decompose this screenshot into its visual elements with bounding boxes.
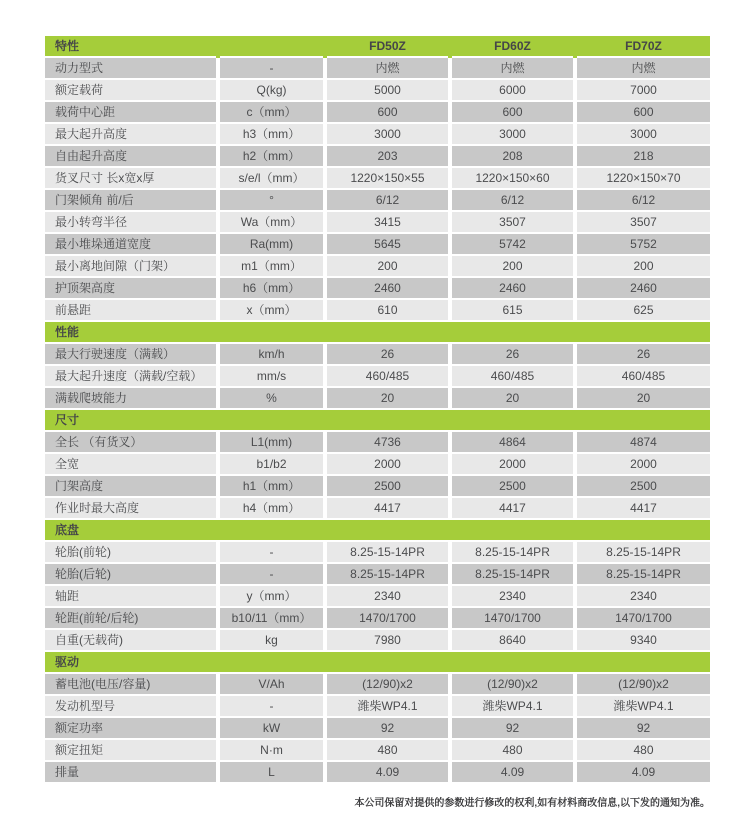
spec-row — [45, 233, 710, 255]
value-cell: 1470/1700 — [325, 607, 450, 629]
value-cell: 92 — [325, 717, 450, 739]
spec-row — [45, 167, 710, 189]
unit-cell: b10/11（mm） — [218, 607, 325, 629]
unit-cell: - — [218, 563, 325, 585]
spec-row — [45, 563, 710, 585]
value-cell: 600 — [575, 101, 710, 123]
unit-cell: b1/b2 — [218, 453, 325, 475]
unit-cell: Q(kg) — [218, 79, 325, 101]
value-cell: 1220×150×60 — [450, 167, 575, 189]
spec-label-cell: 轮胎(前轮) — [45, 541, 218, 563]
spec-row — [45, 343, 710, 365]
value-cell: 8.25-15-14PR — [575, 541, 710, 563]
spec-label-cell: 前悬距 — [45, 299, 218, 321]
unit-cell: % — [218, 387, 325, 409]
spec-label-cell: 货叉尺寸 长x宽x厚 — [45, 167, 218, 189]
header-model-fd60z: FD60Z — [450, 36, 575, 57]
value-cell: 4417 — [325, 497, 450, 519]
spec-label-cell: 载荷中心距 — [45, 101, 218, 123]
value-cell: 4.09 — [325, 761, 450, 783]
header-model-fd50z: FD50Z — [325, 36, 450, 57]
spec-row — [45, 739, 710, 761]
value-cell: 480 — [575, 739, 710, 761]
value-cell: 8.25-15-14PR — [575, 563, 710, 585]
value-cell: 203 — [325, 145, 450, 167]
spec-row — [45, 211, 710, 233]
value-cell: 2340 — [325, 585, 450, 607]
spec-label-cell: 满载爬坡能力 — [45, 387, 218, 409]
value-cell: 200 — [575, 255, 710, 277]
spec-label-cell: 全长 （有货叉） — [45, 431, 218, 453]
spec-label-cell: 最大行驶速度（满载） — [45, 343, 218, 365]
spec-table — [45, 36, 710, 784]
spec-label-cell: 动力型式 — [45, 57, 218, 79]
spec-row — [45, 585, 710, 607]
section-header-row — [45, 409, 710, 431]
value-cell: 460/485 — [575, 365, 710, 387]
spec-row — [45, 541, 710, 563]
disclaimer-note: 本公司保留对提供的参数进行修改的权利,如有材料商改信息,以下发的通知为准。 — [354, 798, 710, 809]
unit-cell: h6（mm） — [218, 277, 325, 299]
value-cell: (12/90)x2 — [450, 673, 575, 695]
spec-label-cell: 排量 — [45, 761, 218, 783]
spec-label-cell: 最小堆垛通道宽度 — [45, 233, 218, 255]
section-title: 底盘 — [45, 519, 710, 541]
spec-row — [45, 497, 710, 519]
value-cell: 2460 — [325, 277, 450, 299]
value-cell: 3000 — [575, 123, 710, 145]
unit-cell: h3（mm） — [218, 123, 325, 145]
unit-cell: L1(mm) — [218, 431, 325, 453]
value-cell: 潍柴WP4.1 — [450, 695, 575, 717]
value-cell: 4864 — [450, 431, 575, 453]
value-cell: 8640 — [450, 629, 575, 651]
value-cell: 6/12 — [575, 189, 710, 211]
section-header-row — [45, 519, 710, 541]
value-cell: 1470/1700 — [450, 607, 575, 629]
value-cell: 潍柴WP4.1 — [575, 695, 710, 717]
unit-cell: ° — [218, 189, 325, 211]
spec-row — [45, 695, 710, 717]
value-cell: 2460 — [450, 277, 575, 299]
value-cell: 9340 — [575, 629, 710, 651]
spec-row — [45, 387, 710, 409]
spec-label-cell: 额定载荷 — [45, 79, 218, 101]
value-cell: (12/90)x2 — [575, 673, 710, 695]
value-cell: 3507 — [575, 211, 710, 233]
value-cell: 8.25-15-14PR — [325, 541, 450, 563]
value-cell: 20 — [325, 387, 450, 409]
spec-row — [45, 431, 710, 453]
spec-label-cell: 轮距(前轮/后轮) — [45, 607, 218, 629]
spec-row — [45, 673, 710, 695]
spec-label-cell: 最大起升速度（满载/空载） — [45, 365, 218, 387]
value-cell: 5742 — [450, 233, 575, 255]
value-cell: 20 — [450, 387, 575, 409]
value-cell: 2000 — [450, 453, 575, 475]
unit-cell: - — [218, 541, 325, 563]
value-cell: 5000 — [325, 79, 450, 101]
value-cell: 480 — [450, 739, 575, 761]
spec-label-cell: 门架高度 — [45, 475, 218, 497]
value-cell: 4.09 — [450, 761, 575, 783]
spec-row — [45, 761, 710, 783]
spec-row — [45, 123, 710, 145]
value-cell: 2500 — [575, 475, 710, 497]
value-cell: 20 — [575, 387, 710, 409]
value-cell: 26 — [450, 343, 575, 365]
value-cell: 200 — [450, 255, 575, 277]
value-cell: 2000 — [325, 453, 450, 475]
section-header-row — [45, 651, 710, 673]
unit-cell: c（mm） — [218, 101, 325, 123]
value-cell: 460/485 — [325, 365, 450, 387]
spec-label-cell: 最小离地间隙（门架） — [45, 255, 218, 277]
unit-cell: Wa（mm） — [218, 211, 325, 233]
spec-label-cell: 自重(无载荷) — [45, 629, 218, 651]
value-cell: 480 — [325, 739, 450, 761]
spec-row — [45, 299, 710, 321]
unit-cell: y（mm） — [218, 585, 325, 607]
section-title: 驱动 — [45, 651, 710, 673]
spec-label-cell: 轮胎(后轮) — [45, 563, 218, 585]
spec-label-cell: 发动机型号 — [45, 695, 218, 717]
value-cell: 7000 — [575, 79, 710, 101]
unit-cell: kW — [218, 717, 325, 739]
unit-cell: - — [218, 695, 325, 717]
value-cell: 600 — [325, 101, 450, 123]
value-cell: 8.25-15-14PR — [450, 563, 575, 585]
value-cell: 2340 — [575, 585, 710, 607]
value-cell: 7980 — [325, 629, 450, 651]
spec-label-cell: 全宽 — [45, 453, 218, 475]
value-cell: 200 — [325, 255, 450, 277]
unit-cell: L — [218, 761, 325, 783]
spec-row — [45, 717, 710, 739]
value-cell: 615 — [450, 299, 575, 321]
value-cell: 6/12 — [450, 189, 575, 211]
value-cell: 3000 — [325, 123, 450, 145]
spec-row — [45, 255, 710, 277]
spec-row — [45, 453, 710, 475]
value-cell: 内燃 — [325, 57, 450, 79]
value-cell: 600 — [450, 101, 575, 123]
value-cell: 208 — [450, 145, 575, 167]
unit-cell: mm/s — [218, 365, 325, 387]
unit-cell: h4（mm） — [218, 497, 325, 519]
value-cell: 内燃 — [575, 57, 710, 79]
spec-table-body — [45, 57, 710, 783]
spec-label-cell: 作业时最大高度 — [45, 497, 218, 519]
spec-row — [45, 145, 710, 167]
unit-cell: N·m — [218, 739, 325, 761]
value-cell: 2340 — [450, 585, 575, 607]
value-cell: 潍柴WP4.1 — [325, 695, 450, 717]
value-cell: 610 — [325, 299, 450, 321]
spec-label-cell: 轴距 — [45, 585, 218, 607]
value-cell: 218 — [575, 145, 710, 167]
unit-cell: h2（mm） — [218, 145, 325, 167]
table-header-row — [45, 36, 710, 57]
spec-label-cell: 额定扭矩 — [45, 739, 218, 761]
value-cell: 4417 — [450, 497, 575, 519]
spec-label-cell: 最小转弯半径 — [45, 211, 218, 233]
value-cell: 1220×150×55 — [325, 167, 450, 189]
value-cell: 4.09 — [575, 761, 710, 783]
spec-row — [45, 101, 710, 123]
header-model-fd70z: FD70Z — [575, 36, 710, 57]
unit-cell: kg — [218, 629, 325, 651]
spec-label-cell: 最大起升高度 — [45, 123, 218, 145]
value-cell: 625 — [575, 299, 710, 321]
unit-cell: V/Ah — [218, 673, 325, 695]
value-cell: 460/485 — [450, 365, 575, 387]
value-cell: 5645 — [325, 233, 450, 255]
value-cell: 2500 — [450, 475, 575, 497]
spec-row — [45, 277, 710, 299]
value-cell: 内燃 — [450, 57, 575, 79]
value-cell: 26 — [325, 343, 450, 365]
value-cell: 1220×150×70 — [575, 167, 710, 189]
value-cell: 3000 — [450, 123, 575, 145]
unit-cell: s/e/l（mm） — [218, 167, 325, 189]
spec-label-cell: 额定功率 — [45, 717, 218, 739]
spec-row — [45, 57, 710, 79]
value-cell: 2500 — [325, 475, 450, 497]
spec-row — [45, 365, 710, 387]
spec-label-cell: 蓄电池(电压/容量) — [45, 673, 218, 695]
value-cell: 3507 — [450, 211, 575, 233]
spec-label-cell: 门架倾角 前/后 — [45, 189, 218, 211]
unit-cell: h1（mm） — [218, 475, 325, 497]
section-header-row — [45, 321, 710, 343]
spec-row — [45, 629, 710, 651]
value-cell: 3415 — [325, 211, 450, 233]
spec-row — [45, 189, 710, 211]
unit-cell: - — [218, 57, 325, 79]
value-cell: 8.25-15-14PR — [325, 563, 450, 585]
section-title: 性能 — [45, 321, 710, 343]
unit-cell: Ra(mm) — [218, 233, 325, 255]
value-cell: 92 — [575, 717, 710, 739]
spec-row — [45, 607, 710, 629]
unit-cell: x（mm） — [218, 299, 325, 321]
value-cell: (12/90)x2 — [325, 673, 450, 695]
spec-label-cell: 自由起升高度 — [45, 145, 218, 167]
value-cell: 6/12 — [325, 189, 450, 211]
header-unit-cell — [218, 36, 325, 57]
value-cell: 8.25-15-14PR — [450, 541, 575, 563]
value-cell: 4874 — [575, 431, 710, 453]
value-cell: 2460 — [575, 277, 710, 299]
value-cell: 1470/1700 — [575, 607, 710, 629]
value-cell: 4417 — [575, 497, 710, 519]
spec-row — [45, 475, 710, 497]
value-cell: 2000 — [575, 453, 710, 475]
value-cell: 26 — [575, 343, 710, 365]
value-cell: 6000 — [450, 79, 575, 101]
spec-label-cell: 护顶架高度 — [45, 277, 218, 299]
value-cell: 92 — [450, 717, 575, 739]
value-cell: 5752 — [575, 233, 710, 255]
value-cell: 4736 — [325, 431, 450, 453]
unit-cell: km/h — [218, 343, 325, 365]
header-feature-label: 特性 — [45, 36, 218, 57]
section-title: 尺寸 — [45, 409, 710, 431]
unit-cell: m1（mm） — [218, 255, 325, 277]
spec-row — [45, 79, 710, 101]
